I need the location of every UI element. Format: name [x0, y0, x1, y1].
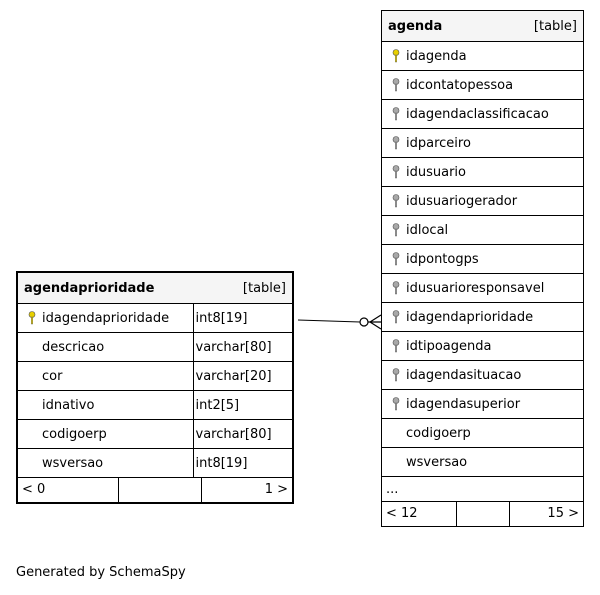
foreign-key-icon: [388, 165, 404, 180]
table-row[interactable]: [17, 391, 293, 420]
table-tag: [table]: [533, 18, 577, 34]
column-name: codigoerp: [42, 426, 107, 442]
ellipsis: ...: [386, 481, 399, 497]
column-name-cell: [382, 187, 584, 216]
foreign-key-icon: [388, 194, 404, 209]
table-header-cell: [382, 11, 584, 42]
primary-key-icon: [388, 49, 404, 64]
column-name-cell: [382, 216, 584, 245]
column-name-cell: [382, 448, 584, 477]
foreign-key-icon: [388, 310, 404, 325]
column-type: int2[5]: [195, 397, 240, 413]
column-name-cell: [382, 361, 584, 390]
column-name: descricao: [42, 339, 105, 355]
foreign-key-icon: [388, 107, 404, 122]
table-agenda[interactable]: [381, 10, 584, 527]
table-header: [17, 272, 293, 304]
table-row[interactable]: [382, 303, 584, 332]
column-name: idtipoagenda: [406, 338, 492, 354]
table-tag: [table]: [193, 272, 293, 304]
table-row[interactable]: [382, 42, 584, 71]
relationship-optional-marker: [360, 318, 368, 326]
column-name: idagendaprioridade: [42, 310, 170, 326]
table-row[interactable]: [17, 333, 293, 362]
column-name: cor: [42, 368, 63, 384]
foreign-key-icon: [388, 136, 404, 151]
column-name-cell: [382, 419, 584, 448]
column-name: idnativo: [42, 397, 95, 413]
table-row[interactable]: [382, 448, 584, 477]
column-name-cell: [382, 303, 584, 332]
column-type-cell: [193, 304, 293, 333]
child-count[interactable]: 15 >: [547, 506, 579, 521]
primary-key-icon: [24, 311, 40, 326]
column-name: idagenda: [406, 48, 467, 64]
foreign-key-icon: [388, 78, 404, 93]
table-row[interactable]: [382, 129, 584, 158]
foreign-key-icon: [388, 281, 404, 296]
table-row[interactable]: [17, 304, 293, 333]
column-name-cell: [382, 390, 584, 419]
column-name: codigoerp: [406, 425, 471, 441]
column-name-cell: [382, 158, 584, 187]
column-name: idparceiro: [406, 135, 471, 151]
column-name-cell: [382, 245, 584, 274]
column-type-cell: [193, 333, 293, 362]
column-name: idagendasuperior: [406, 396, 521, 412]
column-type: int8[19]: [195, 310, 248, 326]
child-count[interactable]: 1 >: [264, 482, 288, 497]
table-row[interactable]: [382, 274, 584, 303]
foreign-key-icon: [388, 339, 404, 354]
column-name: wsversao: [406, 454, 468, 470]
column-name: idagendaprioridade: [406, 309, 534, 325]
table-row[interactable]: [382, 332, 584, 361]
column-name-cell: [382, 129, 584, 158]
column-name: idlocal: [406, 222, 449, 238]
column-name-cell: [17, 449, 193, 478]
column-name-cell: [17, 391, 193, 420]
footer-spacer: [457, 502, 510, 526]
generated-by-text: Generated by SchemaSpy: [16, 565, 186, 580]
column-name: idusuarioresponsavel: [406, 280, 545, 296]
column-name: idagendaclassificacao: [406, 106, 549, 122]
table-footer: [382, 502, 584, 527]
column-name-cell: [17, 420, 193, 449]
column-name: idusuariogerador: [406, 193, 518, 209]
column-type: varchar[80]: [195, 426, 272, 442]
table-row-ellipsis: [382, 477, 584, 502]
column-name: idagendasituacao: [406, 367, 522, 383]
foreign-key-icon: [388, 368, 404, 383]
ellipsis-cell: [382, 477, 584, 502]
foreign-key-icon: [388, 223, 404, 238]
table-row[interactable]: [17, 420, 293, 449]
table-row[interactable]: [17, 449, 293, 478]
table-row[interactable]: [382, 245, 584, 274]
table-name: agendaprioridade: [17, 272, 193, 304]
column-name-cell: [382, 332, 584, 361]
column-name-cell: [382, 274, 584, 303]
column-name: idusuario: [406, 164, 466, 180]
table-agendaprioridade[interactable]: [16, 271, 294, 504]
table-row[interactable]: [382, 187, 584, 216]
table-name: agenda: [388, 18, 443, 34]
column-type: int8[19]: [195, 455, 248, 471]
column-name-cell: [382, 71, 584, 100]
column-name-cell: [382, 42, 584, 71]
column-type: varchar[20]: [195, 368, 272, 384]
table-row[interactable]: [17, 362, 293, 391]
table-row[interactable]: [382, 216, 584, 245]
column-name-cell: [382, 100, 584, 129]
column-name: idpontogps: [406, 251, 479, 267]
foreign-key-icon: [388, 252, 404, 267]
table-row[interactable]: [382, 100, 584, 129]
column-type-cell: [193, 362, 293, 391]
column-name: wsversao: [42, 455, 104, 471]
column-name-cell: [17, 333, 193, 362]
table-row[interactable]: [382, 419, 584, 448]
foreign-key-icon: [388, 397, 404, 412]
column-type-cell: [193, 449, 293, 478]
column-name: idcontatopessoa: [406, 77, 514, 93]
column-name-cell: [17, 362, 193, 391]
column-type: varchar[80]: [195, 339, 272, 355]
table-row[interactable]: [382, 71, 584, 100]
table-footer: [17, 478, 293, 504]
table-header: [382, 11, 584, 42]
relationship-crowfoot-marker: [368, 315, 381, 329]
footer-spacer: [119, 478, 202, 502]
parent-count[interactable]: < 12: [382, 502, 457, 526]
table-row[interactable]: [382, 390, 584, 419]
column-name-cell: [17, 304, 193, 333]
parent-count[interactable]: < 0: [18, 478, 119, 502]
table-row[interactable]: [382, 361, 584, 390]
column-type-cell: [193, 391, 293, 420]
column-type-cell: [193, 420, 293, 449]
table-row[interactable]: [382, 158, 584, 187]
relationship-line: [298, 320, 360, 322]
